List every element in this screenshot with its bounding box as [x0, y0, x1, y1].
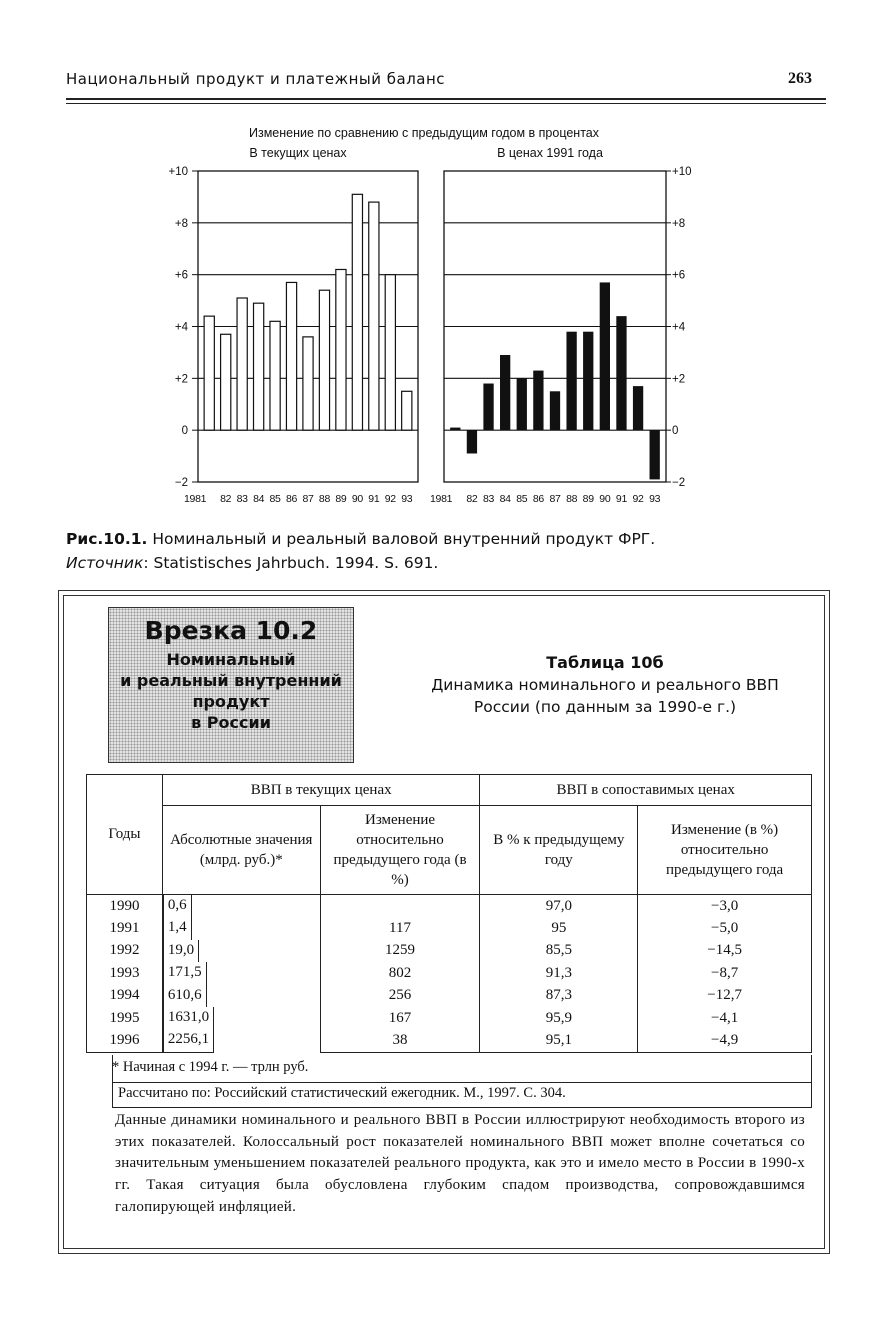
- header-real-change: Изменение (в %) относительно предыдущего года: [638, 806, 812, 895]
- cell-year: 1994: [87, 985, 163, 1007]
- header-nominal-change: Изменение относительно предыдущего года (в %): [320, 806, 480, 895]
- bar: [270, 321, 280, 430]
- cell-year: 1992: [87, 940, 163, 962]
- nominal-gdp-chart: [168, 166, 418, 505]
- x-tick-label: 89: [582, 493, 594, 505]
- header-percent-previous: В % к предыдущему году: [480, 806, 638, 895]
- x-tick-label: 92: [632, 493, 644, 505]
- cell-chg: 167: [320, 1007, 480, 1029]
- cell-real: −5,0: [638, 917, 812, 939]
- bar: [254, 303, 264, 430]
- table-row: [87, 962, 812, 984]
- x-tick-label: 84: [253, 493, 265, 505]
- figure-title: Изменение по сравнению с предыдущим годом в процентах: [249, 126, 599, 140]
- cell-abs: 610,6: [163, 985, 207, 1007]
- header-group-comparable: ВВП в сопоставимых ценах: [480, 775, 812, 806]
- cell-chg: 38: [320, 1029, 480, 1052]
- y-tick-label: +6: [672, 269, 686, 282]
- caption-source-text: : Statistisches Jahrbuch. 1994. S. 691.: [143, 554, 439, 572]
- y-tick-label: +6: [174, 269, 188, 282]
- cell-pct: 95,9: [480, 1007, 638, 1029]
- cell-year: 1996: [87, 1029, 163, 1052]
- cell-year: 1990: [87, 895, 163, 918]
- left-chart-subtitle: В текущих ценах: [249, 146, 347, 160]
- bar: [286, 282, 296, 430]
- x-tick-label: 1981: [184, 493, 207, 505]
- cell-real: −14,5: [638, 940, 812, 962]
- y-tick-label: +10: [168, 166, 188, 178]
- cell-abs: 1,4: [163, 917, 192, 939]
- header-absolute-values: Абсолютные значения (млрд. руб.)*: [162, 806, 320, 895]
- x-tick-label: 83: [482, 493, 495, 505]
- y-tick-label: −2: [174, 477, 188, 489]
- cell-pct: 95,1: [480, 1029, 638, 1052]
- bar: [352, 194, 362, 430]
- cell-real: −4,9: [638, 1029, 812, 1052]
- bar: [533, 371, 543, 431]
- x-tick-label: 82: [466, 493, 478, 505]
- cell-abs: 0,6: [163, 895, 192, 917]
- table-row: [87, 1007, 812, 1029]
- bar: [319, 290, 329, 430]
- bar: [500, 355, 510, 430]
- cell-chg: 117: [320, 917, 480, 939]
- x-tick-label: 91: [368, 493, 380, 505]
- bar: [566, 332, 576, 430]
- y-tick-label: +8: [672, 217, 686, 230]
- cell-real: −12,7: [638, 985, 812, 1007]
- bar: [517, 378, 527, 430]
- y-tick-label: 0: [181, 425, 188, 438]
- x-tick-label: 90: [351, 493, 363, 505]
- bar: [616, 316, 626, 430]
- x-tick-label: 84: [499, 493, 511, 505]
- bar: [483, 384, 493, 431]
- cell-pct: 85,5: [480, 940, 638, 962]
- cell-chg: [320, 895, 480, 918]
- table-subtitle: Динамика номинального и реального ВВП России (по данным за 1990-е г.): [431, 676, 779, 716]
- cell-real: −3,0: [638, 895, 812, 918]
- cell-real: −4,1: [638, 1007, 812, 1029]
- table-row: [87, 917, 812, 939]
- table-footnote: * Начиная с 1994 г. — трлн руб.: [112, 1059, 309, 1075]
- bar: [467, 430, 477, 453]
- right-chart-subtitle: В ценах 1991 года: [497, 146, 603, 160]
- x-tick-label: 86: [532, 493, 544, 505]
- table-row: [87, 1029, 812, 1052]
- cell-abs: 19,0: [163, 940, 199, 962]
- table-row: [87, 895, 812, 918]
- cell-pct: 87,3: [480, 985, 638, 1007]
- table-row: [87, 985, 812, 1007]
- table-label: Таблица 10б: [546, 653, 664, 672]
- y-tick-label: +10: [672, 166, 692, 178]
- x-tick-label: 93: [401, 493, 413, 505]
- y-tick-label: −2: [672, 477, 686, 489]
- caption-text: Номинальный и реальный валовой внутренний продукт ФРГ.: [152, 530, 656, 548]
- running-title: Национальный продукт и платежный баланс: [66, 70, 446, 88]
- bar: [650, 430, 660, 479]
- x-tick-label: 87: [549, 493, 561, 505]
- cell-pct: 91,3: [480, 962, 638, 984]
- insert-body-text: Данные динамики номинального и реального ВВП в России иллюстрируют необходимость второго из этих показателей. Колоссальный рост показателей номинального ВВП может вполне сочетаться со значительным уменьшением показателей реального продукта, как это и имело место в России в 1990-х гг. Такая ситуация была обусловлена глубоким спадом производства, сопровождавшимся галопирующей инфляцией.: [115, 1112, 805, 1215]
- x-tick-label: 88: [318, 493, 331, 505]
- bar: [550, 391, 560, 430]
- bar: [402, 391, 412, 430]
- real-gdp-chart: [430, 166, 692, 505]
- cell-abs: 2256,1: [163, 1029, 214, 1052]
- figure-caption: [66, 527, 826, 575]
- bar: [385, 275, 395, 431]
- cell-pct: 95: [480, 917, 638, 939]
- page-number: 263: [788, 70, 812, 87]
- y-tick-label: +8: [174, 217, 188, 230]
- bar: [303, 337, 313, 430]
- gdp-germany-figure: [0, 0, 891, 520]
- bar: [450, 428, 460, 431]
- y-tick-label: +2: [672, 373, 686, 386]
- y-tick-label: +4: [174, 321, 188, 334]
- gdp-russia-table: [86, 774, 812, 1053]
- table-heading: [380, 653, 830, 718]
- x-tick-label: 93: [649, 493, 661, 505]
- x-tick-label: 90: [599, 493, 611, 505]
- bar: [221, 334, 231, 430]
- y-tick-label: +2: [174, 373, 188, 386]
- cell-year: 1993: [87, 962, 163, 984]
- table-source: Рассчитано по: Российский статистический ежегодник. М., 1997. С. 304.: [112, 1082, 812, 1108]
- cell-year: 1991: [87, 917, 163, 939]
- y-tick-label: 0: [672, 425, 679, 438]
- x-tick-label: 87: [302, 493, 314, 505]
- x-tick-label: 85: [516, 493, 528, 505]
- table-row: [87, 940, 812, 962]
- cell-chg: 256: [320, 985, 480, 1007]
- y-tick-label: +4: [672, 321, 686, 334]
- x-tick-label: 89: [335, 493, 347, 505]
- bar: [237, 298, 247, 430]
- header-years: Годы: [87, 775, 163, 895]
- bar: [369, 202, 379, 430]
- cell-chg: 802: [320, 962, 480, 984]
- header-group-current: ВВП в текущих ценах: [162, 775, 480, 806]
- insert-title: Врезка 10.2: [144, 616, 318, 645]
- x-tick-label: 85: [269, 493, 281, 505]
- bar: [204, 316, 214, 430]
- x-tick-label: 1981: [430, 493, 453, 505]
- cell-abs: 1631,0: [163, 1007, 214, 1029]
- x-tick-label: 86: [285, 493, 298, 505]
- x-tick-label: 91: [615, 493, 628, 505]
- insert-title-panel: [108, 607, 354, 763]
- caption-source-label: Источник: [66, 554, 144, 572]
- x-tick-label: 82: [220, 493, 232, 505]
- caption-label: Рис.10.1.: [66, 530, 148, 548]
- bar: [633, 386, 643, 430]
- cell-pct: 97,0: [480, 895, 638, 918]
- cell-real: −8,7: [638, 962, 812, 984]
- x-tick-label: 92: [384, 493, 396, 505]
- cell-chg: 1259: [320, 940, 480, 962]
- bar: [336, 269, 346, 430]
- cell-year: 1995: [87, 1007, 163, 1029]
- bar: [583, 332, 593, 430]
- cell-abs: 171,5: [163, 962, 207, 984]
- bar: [600, 282, 610, 430]
- x-tick-label: 83: [236, 493, 248, 505]
- insert-subtitle: Номинальный и реальный внутренний продукт в России: [120, 650, 342, 732]
- x-tick-label: 88: [566, 493, 578, 505]
